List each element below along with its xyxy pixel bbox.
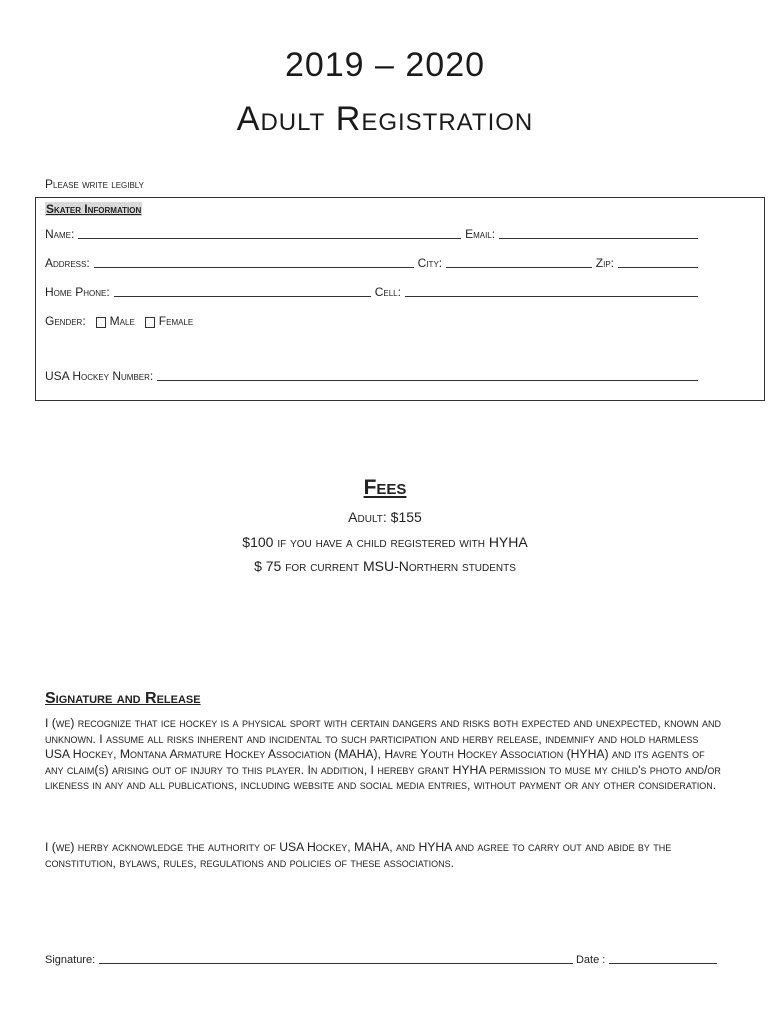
release-paragraph-2: I (we) herby acknowledge the authority of USA Hockey, MAHA, and HYHA and agree to carry out and abide by the constitution, bylaws, rules, regulations and policies of these associations. (45, 840, 672, 870)
skater-information-heading: Skater Information (46, 202, 142, 216)
city-field[interactable] (446, 256, 592, 268)
date-field[interactable] (609, 952, 717, 964)
usa-hockey-row (45, 369, 702, 383)
signature-label: Signature: (45, 954, 96, 966)
female-label: Female (158, 314, 194, 328)
email-field[interactable] (499, 227, 698, 239)
male-label: Male (109, 314, 135, 328)
address-field[interactable] (94, 256, 414, 268)
signature-row (45, 952, 717, 966)
zip-field[interactable] (618, 256, 698, 268)
name-label: Name: (45, 227, 75, 241)
release-paragraph-1: I (we) recognize that ice hockey is a physical sport with certain dangers and risks both expected and unexpected, known and unknown. I assume all risks inherent and incidental to such participation and herby release, indemnify and hold harmless USA Hockey, Montana Armature Hockey Association (MAHA), Havre Youth Hockey Association (HYHA) and its agents of any claim(s) arising out of injury to this player. In addition, I hereby grant HYHA permission to muse my child's photo and/or likeness in any and all publications, including website and social media entries, without payment or any other consideration. (45, 716, 722, 793)
name-field[interactable] (78, 227, 461, 239)
phone-row (45, 285, 702, 299)
cell-field[interactable] (405, 285, 698, 297)
zip-label: Zip: (595, 256, 614, 270)
usa-hockey-field[interactable] (157, 369, 698, 381)
signature-field[interactable] (99, 952, 573, 964)
fee-child-registered: $100 if you have a child registered with HYHA (242, 534, 528, 550)
home-phone-label: Home Phone: (45, 285, 110, 299)
instructions: Please write legibly (45, 177, 144, 191)
name-email-row (45, 227, 702, 241)
city-label: City: (417, 256, 443, 270)
address-label: Address: (45, 256, 90, 270)
usa-hockey-label: USA Hockey Number: (45, 369, 154, 383)
cell-label: Cell: (374, 285, 401, 299)
fee-msu-students: $ 75 for current MSU-Northern students (254, 558, 516, 574)
email-label: Email: (465, 227, 496, 241)
release-heading: Signature and Release (45, 690, 201, 707)
fees-heading: Fees (363, 476, 407, 499)
skater-information-box (35, 197, 765, 401)
female-checkbox[interactable] (145, 317, 155, 328)
gender-row (45, 314, 702, 328)
season-years: 2019 – 2020 (284, 46, 486, 84)
form-title: Adult Registration (236, 100, 534, 138)
home-phone-field[interactable] (114, 285, 371, 297)
fee-adult: Adult: $155 (348, 509, 422, 525)
gender-label: Gender: (45, 314, 86, 328)
male-checkbox[interactable] (96, 317, 106, 328)
date-label: Date : (575, 954, 606, 966)
address-row (45, 256, 702, 270)
